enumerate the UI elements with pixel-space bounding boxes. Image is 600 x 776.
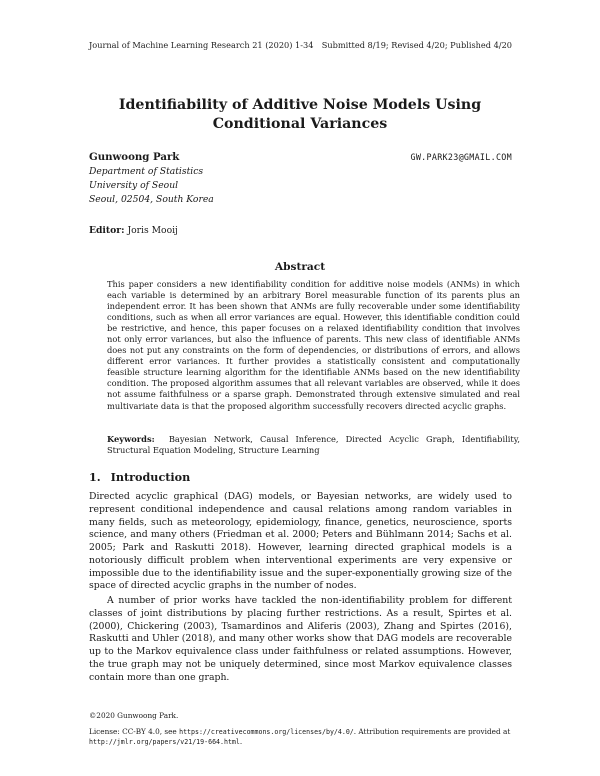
keywords: [107, 434, 520, 456]
author-affiliation: [89, 165, 214, 207]
submission-dates: Submitted 8/19; Revised 4/20; Published 4/20: [321, 40, 512, 50]
author-name: Gunwoong Park: [89, 151, 180, 163]
affiliation-department: Department of Statistics: [89, 166, 204, 177]
paragraph: Directed acyclic graphical (DAG) models, or Bayesian networks, are widely used to represent conditional independence and causal relations among random variables in many fields, such as meteorology, epidemiology, finance, genetics, neuroscience, sports science, and many others (Friedman et al. 2000; Peters and Bühlmann 2014; Sachs et al. 2005; Park and Raskutti 2018). However, learning directed graphical models is a notoriously difficult problem when interventional experiments are very expensive or impossible due to the identifiability issue and the super-exponentially growing size of the space of directed acyclic graphs in the number of nodes.: [89, 491, 512, 592]
page-footer: [89, 711, 512, 748]
editor-name: Joris Mooij: [127, 225, 178, 236]
affiliation-address: Seoul, 02504, South Korea: [89, 194, 214, 205]
section-title: Introduction: [110, 470, 191, 484]
license-notice: [89, 727, 512, 748]
keywords-label: Keywords:: [107, 434, 155, 444]
license-prefix: License: CC-BY 4.0, see: [89, 726, 177, 736]
editor-line: [89, 225, 178, 236]
paper-title: Identifiability of Additive Noise Models Using Conditional Variances: [118, 97, 482, 132]
abstract-heading: Abstract: [274, 261, 326, 273]
section-number: 1.: [89, 470, 101, 484]
abstract-text: This paper considers a new identifiability condition for additive noise models (ANMs) in which each variable is determined by an arbitrary Borel measurable function of its parents plus an independent error. It has been shown that ANMs are fully recoverable under some identifiability conditions, such as when all error variances are equal. However, this identifiable condition could be restrictive, and hence, this paper focuses on a relaxed identifiability condition that involves not only error variances, but also the influence of parents. This new class of identifiable ANMs does not put any constraints on the form of dependencies, or distributions of errors, and allows different error variances. It further provides a statistically consistent and computationally feasible structure learning algorithm for the identifiable ANMs based on the new identifiability condition. The proposed algorithm assumes that all relevant variables are observed, while it does not assume faithfulness or a sparse graph. Demonstrated through extensive simulated and real multivariate data is that the proposed algorithm successfully recovers directed acyclic graphs.: [107, 279, 520, 411]
keywords-text: Bayesian Network, Causal Inference, Directed Acyclic Graph, Identifiability, Structural Equation Modeling, Structure Learning: [107, 434, 520, 456]
copyright-notice: ©2020 Gunwoong Park.: [89, 711, 179, 720]
author-email[interactable]: GW.PARK23@GMAIL.COM: [410, 152, 512, 162]
editor-label: Editor:: [89, 225, 125, 236]
license-mid: . Attribution requirements are provided at: [353, 726, 511, 736]
section-heading: [89, 470, 190, 484]
affiliation-university: University of Seoul: [89, 180, 179, 191]
attribution-link[interactable]: http://jmlr.org/papers/v21/19-664.html: [89, 738, 240, 746]
introduction-body: [89, 491, 512, 684]
license-link[interactable]: https://creativecommons.org/licenses/by/4.0/: [179, 727, 354, 736]
license-end: .: [239, 737, 243, 746]
paragraph: A number of prior works have tackled the non-identifiability problem for different classes of joint distributions by placing further restrictions. As a result, Spirtes et al. (2000), Chickering (2003), Tsamardinos and Aliferis (2003), Zhang and Spirtes (2016), Raskutti and Uhler (2018), and many other works show that DAG models are recoverable up to the Markov equivalence class under faithfulness or related assumptions. However, the true graph may not be uniquely determined, since most Markov equivalence classes contain more than one graph.: [89, 595, 512, 683]
journal-header: Journal of Machine Learning Research 21 (2020) 1-34: [89, 40, 314, 50]
